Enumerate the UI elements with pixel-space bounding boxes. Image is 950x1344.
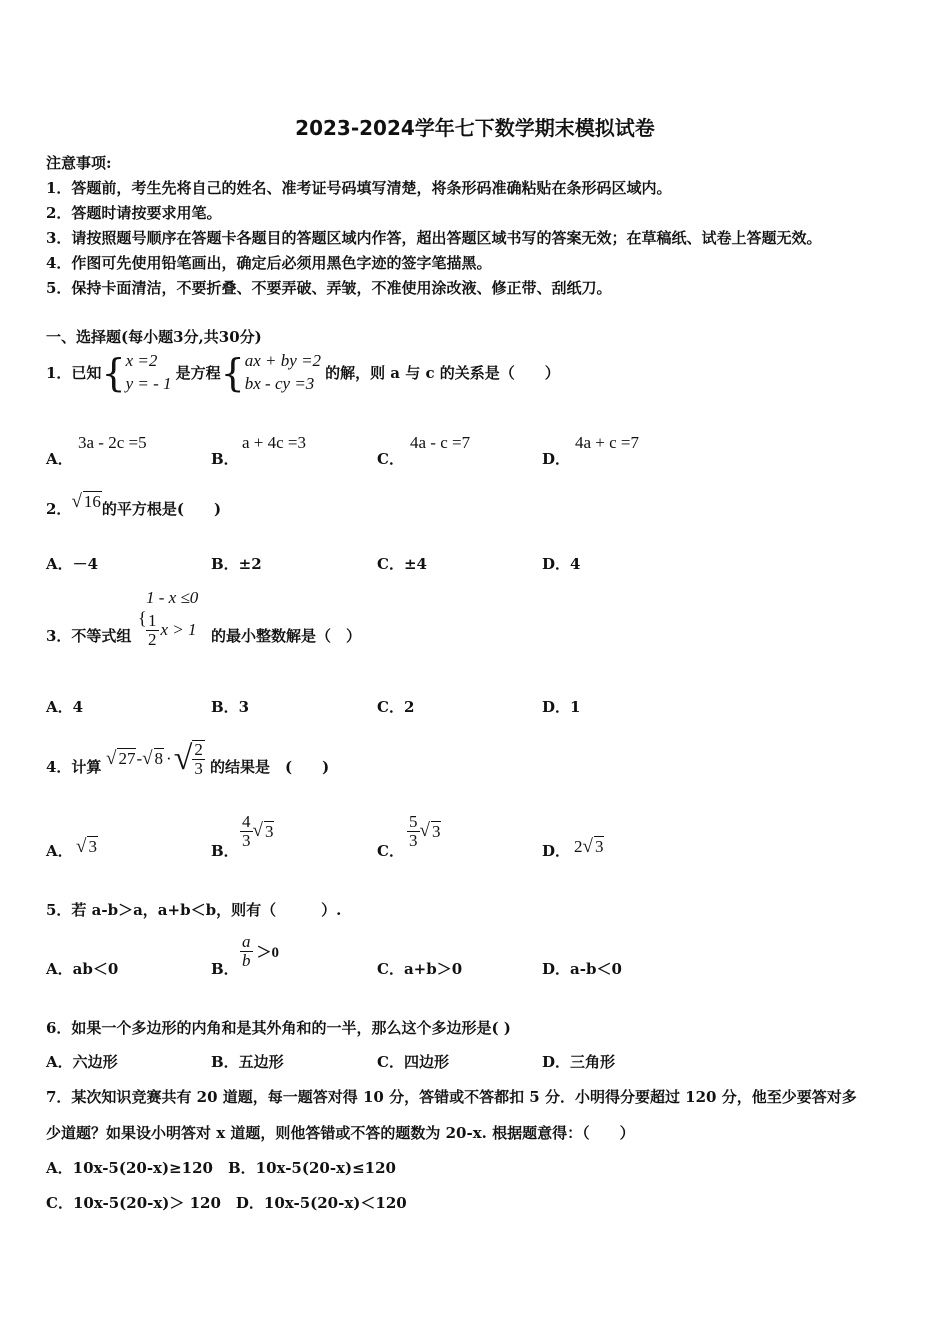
option-value: 4a - c =7 [410, 433, 471, 452]
q1-mid: 是方程 [175, 364, 221, 383]
option-label: C． [377, 450, 404, 468]
notice-item: 2．答题时请按要求用笔。 [46, 204, 222, 222]
q1-system-2 [245, 350, 321, 396]
notice-item: 5．保持卡面清洁，不要折叠、不要弄破、弄皱，不准使用涂改液、修正带、刮纸刀。 [46, 279, 612, 297]
q2-prefix: 2． [46, 500, 72, 518]
b-rest: ＞0 [256, 944, 280, 961]
option-label: B． [211, 842, 239, 860]
radicand: 3 [264, 821, 274, 841]
q1-system-1 [126, 350, 172, 396]
q2-suffix: 的平方根是( ) [101, 500, 222, 518]
option: A．4 [46, 698, 84, 716]
q1-prefix: 1．已知 [46, 364, 102, 383]
q1-eq: x =2 [125, 351, 158, 370]
fraction [240, 933, 253, 970]
denominator: b [242, 950, 251, 970]
radicand: 3 [431, 821, 441, 841]
option-value: 2√ 3 [574, 836, 604, 857]
notice-heading: 注意事项: [46, 154, 112, 172]
option: A．六边形 [46, 1053, 118, 1071]
option-label: A． [46, 842, 73, 860]
fraction [407, 813, 420, 850]
radicand: 3 [88, 837, 97, 856]
option-value: 3a - 2c =5 [78, 433, 147, 452]
q1-suffix: 的解，则 a 与 c 的关系是（ ） [325, 364, 560, 383]
option: D．4 [542, 555, 581, 573]
option: C．四边形 [377, 1053, 449, 1071]
page-title: 2023-2024学年七下数学期末模拟试卷 [295, 116, 655, 140]
brace-icon: { [101, 350, 126, 395]
numerator: 2 [194, 740, 203, 759]
option-row: C．10x-5(20-x)＞ 120 D．10x-5(20-x)＜120 [46, 1194, 407, 1212]
option: D．三角形 [542, 1053, 616, 1071]
notice-item: 3．请按照题号顺序在答题卡各题目的答题区域内作答，超出答题区域书写的答案无效；在草稿纸、试卷上答题无效。 [46, 229, 822, 247]
radicand: 16 [83, 492, 101, 511]
option: C．±4 [377, 555, 427, 573]
option: A．－4 [46, 555, 99, 573]
option: B．五边形 [211, 1053, 284, 1071]
fraction [192, 740, 205, 778]
section-heading: 一、选择题(每小题3分,共30分) [46, 328, 262, 346]
radicand: 8 [154, 749, 164, 769]
dot: · [166, 748, 172, 768]
notice-item: 1．答题前，考生先将自己的姓名、准考证号码填写清楚，将条形码准确粘贴在条形码区域内。 [46, 179, 672, 197]
option: B．3 [211, 698, 250, 716]
option-value [240, 813, 274, 850]
question-6: 6．如果一个多边形的内角和是其外角和的一半，那么这个多边形是( ) [46, 1019, 511, 1037]
option: D．1 [542, 698, 581, 716]
brace-icon: { [138, 608, 147, 628]
option-value [240, 933, 279, 970]
option-label: D． [542, 842, 571, 860]
denominator: 2 [148, 629, 157, 649]
q1-eq: ax + by =2 [244, 351, 322, 370]
sqrt-icon: √ [106, 747, 117, 769]
q1-eq: bx - cy =3 [244, 373, 315, 393]
option-value: a + 4c =3 [242, 433, 307, 452]
option-label: B． [211, 960, 239, 978]
minus: - [136, 748, 143, 768]
q1-eq: y = - 1 [125, 373, 172, 393]
coefficient: 2 [574, 837, 583, 856]
numerator: a [242, 932, 251, 951]
option-value: √ 3 [76, 836, 97, 857]
numerator: 1 [148, 611, 157, 630]
q4-prefix: 4．计算 [46, 758, 102, 776]
q4-suffix: 的结果是 ( ) [210, 758, 330, 776]
q3-line2 [146, 612, 197, 649]
fraction [146, 612, 159, 649]
sqrt-icon: √ [142, 747, 153, 769]
q3-rest: x > 1 [160, 620, 197, 640]
option: B．±2 [211, 555, 262, 573]
option-label: C． [377, 842, 404, 860]
option-label: B． [211, 450, 239, 468]
option: A．ab＜0 [46, 960, 119, 978]
fraction [240, 813, 253, 850]
notice-item: 4．作图可先使用铅笔画出，确定后必须用黑色字迹的签字笔描黑。 [46, 254, 492, 272]
denominator: 3 [242, 830, 251, 850]
question-2 [46, 491, 222, 519]
question-7-line1: 7．某次知识竞赛共有 20 道题，每一题答对得 10 分，答错或不答都扣 5 分．小明得分要超过 120 分，他至少要答对多 [46, 1088, 857, 1106]
option: D．a-b＜0 [542, 960, 622, 978]
question-1 [46, 350, 560, 396]
q4-expression [106, 740, 205, 778]
option: C．a+b＞0 [377, 960, 463, 978]
sqrt-icon: √ [252, 820, 263, 842]
option-label: A． [46, 450, 73, 468]
brace-icon: { [220, 350, 245, 395]
numerator: 4 [242, 812, 251, 831]
question-5: 5．若 a-b＞a，a+b＜b，则有（ ）. [46, 901, 342, 919]
denominator: 3 [409, 830, 418, 850]
option-label: D． [542, 450, 571, 468]
numerator: 5 [409, 812, 418, 831]
denominator: 3 [194, 758, 203, 778]
sqrt-icon: √ [173, 739, 193, 777]
option: C．2 [377, 698, 415, 716]
sqrt-icon: √ [419, 820, 430, 842]
option-value [407, 813, 441, 850]
q3-suffix: 的最小整数解是（ ） [211, 627, 362, 645]
question-7-line2: 少道题？如果设小明答对 x 道题，则他答错或不答的题数为 20-x. 根据题意得：（ ） [46, 1124, 635, 1142]
option-value: 4a + c =7 [575, 433, 640, 452]
q3-prefix: 3．不等式组 [46, 627, 132, 645]
radicand: 27 [118, 749, 136, 769]
radicand: 3 [594, 837, 604, 856]
q3-line1: 1 - x ≤0 [146, 588, 199, 607]
sqrt: √ 16 [71, 491, 101, 512]
option-row: A．10x-5(20-x)≥120 B．10x-5(20-x)≤120 [46, 1159, 396, 1177]
